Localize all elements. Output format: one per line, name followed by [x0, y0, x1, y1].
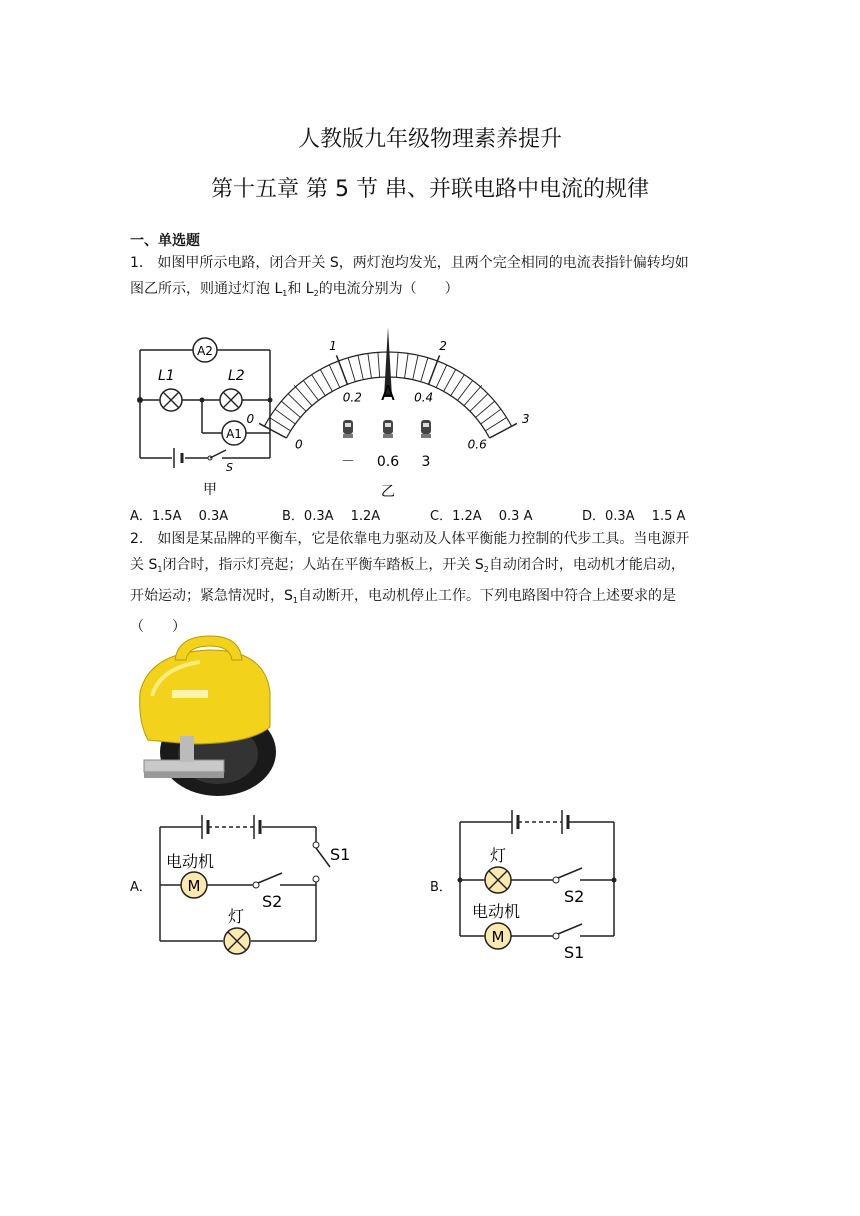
- junction-dot: [268, 398, 273, 403]
- switch-s2-label: S2: [564, 887, 585, 906]
- q2-text-a: 关 S: [130, 557, 158, 573]
- lamp-label: 灯: [490, 846, 507, 865]
- figure-yi-caption: 乙: [381, 484, 395, 500]
- question-2-number: 2．: [130, 531, 153, 547]
- scale-tick: [378, 352, 380, 377]
- junction-dot: [458, 878, 463, 883]
- terminal-icon: [421, 420, 431, 438]
- terminal-minus-label: －: [341, 454, 355, 470]
- scale-tick: [405, 353, 409, 378]
- scale-tick: [451, 375, 465, 396]
- q1-sub-1: 1: [282, 289, 288, 298]
- switch-label: S: [226, 461, 233, 474]
- lamp-l2: [220, 389, 242, 411]
- outer-scale-label: 3: [521, 411, 530, 426]
- switch-s1-label: S1: [330, 845, 351, 864]
- q1-text-c: 和 L: [287, 281, 314, 297]
- lamp: [224, 928, 250, 954]
- scale-tick: [436, 365, 446, 388]
- lamp-l1: [160, 389, 182, 411]
- ammeter-a1-label: A1: [226, 427, 242, 441]
- q2-sub-3: 1: [292, 596, 298, 605]
- figure-yi-ammeter: [246, 302, 530, 502]
- option-a[interactable]: A．1.5A 0.3A: [130, 509, 229, 524]
- inner-scale-label: 0.2: [342, 390, 362, 405]
- lamp-l2-label: L2: [228, 368, 245, 384]
- circuit-a-diagram: [150, 805, 360, 955]
- page-title: 人教版九年级物理素养提升: [297, 127, 562, 152]
- lamp: [485, 867, 511, 893]
- q2-text-c: 闭合时，指示灯亮起；人站在平衡车踏板上，开关 S: [162, 557, 484, 573]
- inner-scale-label: 0: [295, 437, 303, 452]
- q1-sub-2: 2: [313, 289, 319, 298]
- q2-text-3c: 自动断开，电动机停止工作。下列电路图中符合上述要求的是: [297, 588, 676, 604]
- option-c[interactable]: C．1.2A 0.3 A: [430, 509, 533, 524]
- scale-tick: [444, 369, 456, 391]
- q1-text-e: 的电流分别为（ ）: [318, 281, 459, 297]
- option-b[interactable]: B．0.3A 1.2A: [282, 509, 381, 524]
- page-subtitle: 第十五章 第 5 节 串、并联电路中电流的规律: [211, 177, 649, 202]
- lamp-label: 灯: [228, 907, 245, 926]
- scale-tick: [485, 418, 506, 431]
- q2-text-e: 自动闭合时，电动机才能启动，: [488, 557, 685, 573]
- terminal-3-label: 3: [421, 454, 431, 470]
- motor-symbol: M: [491, 928, 505, 946]
- circuit-a-label[interactable]: A．: [130, 880, 152, 895]
- switch-s1-label: S1: [564, 943, 585, 962]
- inner-scale-label: 0.4: [414, 390, 434, 405]
- motor-symbol: M: [187, 877, 201, 895]
- question-1-line1: 如图甲所示电路，闭合开关 S，两灯泡均发光，且两个完全相同的电流表指针偏转均如: [157, 255, 689, 271]
- switch-s2-label: S2: [262, 892, 283, 911]
- question-1-text: [130, 250, 735, 307]
- scale-tick: [413, 355, 418, 379]
- junction-dot: [200, 398, 205, 403]
- switch-s2-blade: [558, 868, 582, 878]
- q2-sub-1: 1: [157, 565, 163, 574]
- scale-tick: [368, 353, 372, 378]
- scale-tick: [481, 409, 501, 424]
- question-1-number: 1．: [130, 255, 153, 271]
- scale-tick: [312, 375, 326, 396]
- question-2-line1: 如图是某品牌的平衡车，它是依靠电力驱动及人体平衡能力控制的代步工具。当电源开: [157, 531, 690, 547]
- terminal-06-label: 0.6: [376, 454, 400, 470]
- scale-tick: [288, 394, 306, 412]
- figure-jia-caption: 甲: [203, 482, 217, 498]
- scale-tick: [476, 401, 495, 417]
- q1-text-a: 图乙所示，则通过灯泡 L: [130, 281, 283, 297]
- figure-jia-circuit: [130, 328, 280, 500]
- switch-s1-blade: [316, 848, 330, 867]
- switch-blade: [210, 450, 226, 458]
- circuit-b-diagram: [450, 800, 630, 970]
- ammeter-a2-label: A2: [197, 344, 213, 358]
- balance-scooter-image: [130, 632, 280, 800]
- scale-tick: [348, 358, 355, 382]
- scale-tick: [329, 365, 339, 388]
- switch-s1-blade: [558, 924, 582, 934]
- lamp-l1-label: L1: [158, 368, 175, 384]
- motor-label: 电动机: [472, 902, 521, 921]
- terminal-icon: [383, 420, 393, 438]
- option-d[interactable]: D．0.3A 1.5 A: [582, 509, 686, 524]
- outer-scale-label: 1: [329, 339, 337, 354]
- scale-tick: [320, 369, 332, 391]
- scale-tick: [281, 401, 300, 417]
- circuit-b-label[interactable]: B．: [430, 880, 452, 895]
- scooter-logo: [172, 690, 208, 698]
- section-heading: 一、单选题: [130, 233, 200, 249]
- scale-tick: [421, 358, 428, 382]
- question-2-text: [130, 526, 735, 640]
- scale-tick: [396, 352, 398, 377]
- scale-tick: [358, 355, 363, 379]
- switch-s2-blade: [258, 873, 282, 883]
- q2-text-3a: 开始运动；紧急情况时，S: [130, 588, 293, 604]
- motor-label: 电动机: [166, 852, 215, 871]
- scale-tick: [303, 380, 318, 400]
- terminal-icon: [343, 420, 353, 438]
- junction-dot: [137, 397, 143, 403]
- inner-scale-label: 0.6: [467, 437, 487, 452]
- outer-scale-label: 0: [246, 411, 255, 426]
- q2-sub-2: 2: [483, 565, 489, 574]
- junction-dot: [612, 878, 617, 883]
- outer-scale-label: 2: [439, 339, 447, 354]
- scale-tick: [470, 394, 488, 412]
- scale-tick: [458, 380, 473, 400]
- switch-s1-pivot: [313, 842, 319, 848]
- q2-answer-bracket: （ ）: [130, 619, 186, 635]
- unit-label: A: [381, 381, 395, 405]
